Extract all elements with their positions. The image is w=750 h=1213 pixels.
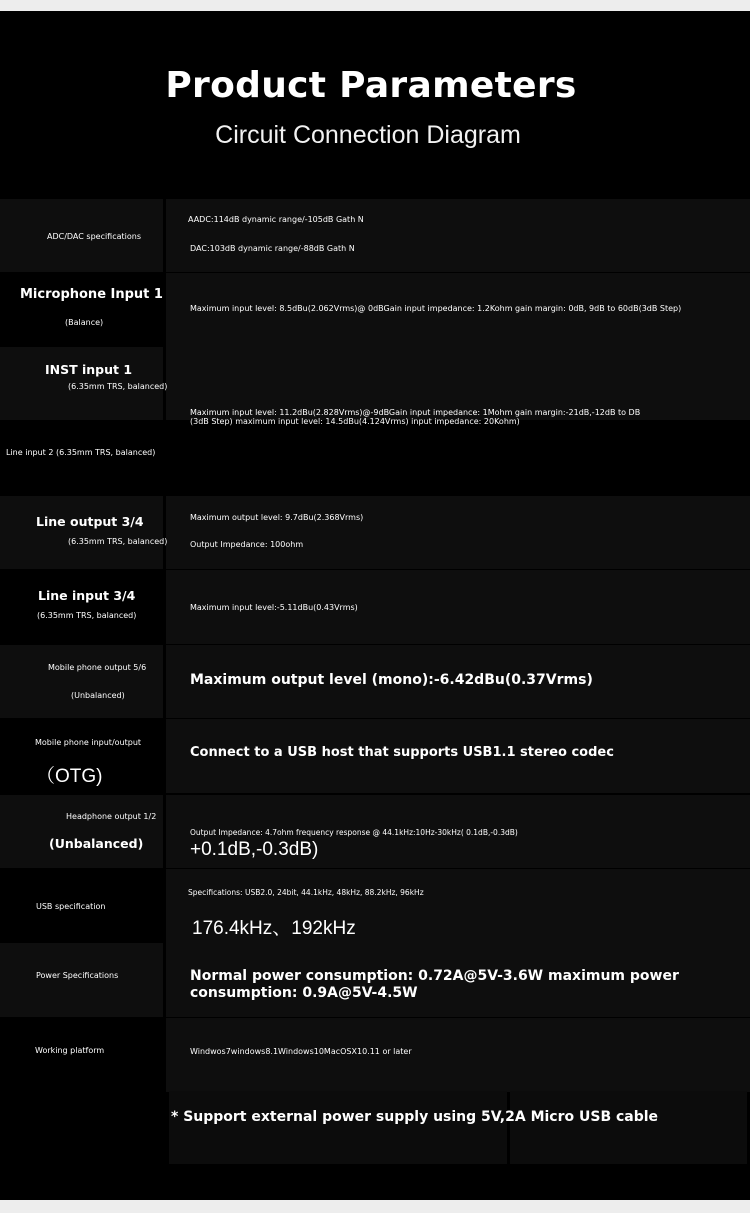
- row-value: DAC:103dB dynamic range/-88dB Gath N: [190, 244, 355, 253]
- row-label: ADC/DAC specifications: [47, 232, 142, 241]
- row-value: 176.4kHz、192kHz: [192, 918, 356, 939]
- row-label: INST input 1: [45, 362, 133, 377]
- row-value: Output Impedance: 100ohm: [190, 540, 304, 549]
- footer-note: * Support external power supply using 5V,2A Micro USB cable: [171, 1109, 659, 1125]
- row-label: Line input 3/4: [38, 588, 136, 603]
- row-value: Maximum input level: 11.2dBu(2.828Vrms)@-9dBGain input impedance: 1Mohm gain margin:-21dB,-12dB to DB (3dB Step) maximum input level: 14.5dBu(4.124Vrms) input impedance: 20Kohm): [190, 408, 641, 426]
- footer-panel: [510, 1091, 747, 1164]
- row-label: Working platform: [35, 1046, 105, 1055]
- row-value: Maximum input level: 8.5dBu(2.062Vrms)@ 0dBGain input impedance: 1.2Kohm gain margin: 0dB, 9dB to 60dB(3dB Step): [190, 304, 682, 313]
- row-label: Line input 2 (6.35mm TRS, balanced): [6, 448, 156, 457]
- row-value: Windwos7windows8.1Windows10MacOSX10.11 or later: [190, 1047, 412, 1056]
- row-value: Output Impedance: 4.7ohm frequency response @ 44.1kHz:10Hz-30kHz( 0.1dB,-0.3dB): [190, 828, 518, 837]
- row-label: Mobile phone input/output: [35, 738, 142, 747]
- row-sublabel: (Unbalanced): [71, 691, 125, 700]
- row-value: Specifications: USB2.0, 24bit, 44.1kHz, 48kHz, 88.2kHz, 96kHz: [188, 888, 424, 897]
- row-value: Normal power consumption: 0.72A@5V-3.6W maximum power consumption: 0.9A@5V-4.5W: [190, 968, 679, 1001]
- row-label: Mobile phone output 5/6: [48, 663, 147, 672]
- row-value: +0.1dB,-0.3dB): [190, 839, 319, 860]
- row-value: AADC:114dB dynamic range/-105dB Gath N: [188, 215, 364, 224]
- row-value: Connect to a USB host that supports USB1.1 stereo codec: [190, 745, 614, 760]
- row-value: Maximum output level: 9.7dBu(2.368Vrms): [190, 513, 364, 522]
- row-value: Maximum output level (mono):-6.42dBu(0.37Vrms): [190, 672, 593, 688]
- row-label: Power Specifications: [36, 971, 119, 980]
- parameter-sheet: [0, 11, 750, 1200]
- row-label: Microphone Input 1: [20, 287, 163, 302]
- row-label: Headphone output 1/2: [66, 812, 157, 821]
- row-value: Maximum input level:-5.11dBu(0.43Vrms): [190, 603, 358, 612]
- page-title: Product Parameters: [165, 65, 577, 106]
- row-line-output: [0, 496, 750, 569]
- row-label: USB specification: [36, 902, 106, 911]
- row-sublabel: （OTG): [36, 766, 103, 787]
- footer-panel: [169, 1091, 507, 1164]
- row-label: Line output 3/4: [36, 514, 144, 529]
- row-sublabel: (6.35mm TRS, balanced): [68, 382, 168, 391]
- row-sublabel: (Balance): [65, 318, 104, 327]
- row-sublabel: (6.35mm TRS, balanced): [68, 537, 168, 546]
- row-sublabel: (Unbalanced): [49, 836, 144, 851]
- row-sublabel: (6.35mm TRS, balanced): [37, 611, 137, 620]
- page-subtitle: Circuit Connection Diagram: [215, 121, 521, 149]
